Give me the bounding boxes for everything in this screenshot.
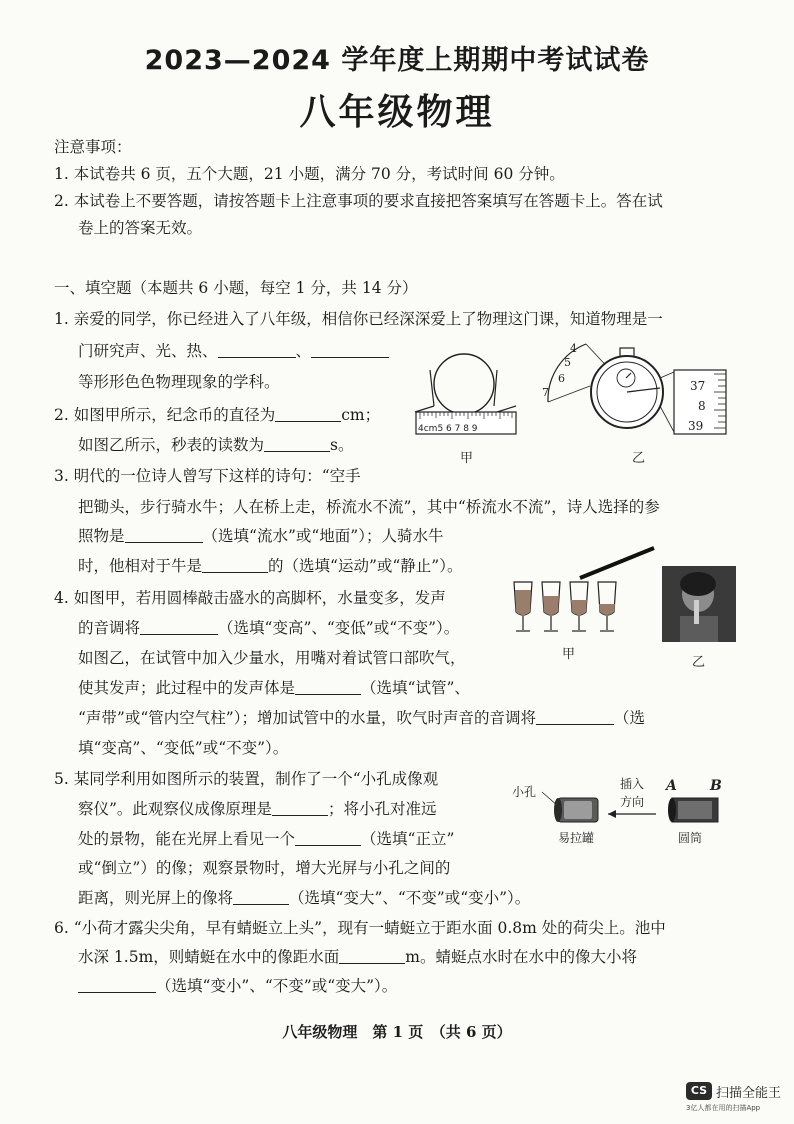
ruler-coin-figure <box>412 350 520 466</box>
blowing-photo-figure <box>662 566 742 674</box>
q4-blank-2 <box>295 678 361 695</box>
camscanner-tagline: 3亿人都在用的扫描App <box>686 1104 761 1112</box>
notes-heading: 注意事项： <box>54 138 132 156</box>
pinhole-label: 小孔 <box>512 785 537 799</box>
q6-line1: 6. “小荷才露尖尖角，早有蜻蜓立上头”，现有一蜻蜓立于距水面 0.8m 处的荷尖上。池中 <box>54 919 666 937</box>
q3-text-a: 照物是 <box>78 527 125 545</box>
q3-text-c: 时，他相对于牛是 <box>78 557 203 575</box>
stopwatch-figure <box>528 336 734 470</box>
q6-line2 <box>78 946 637 968</box>
q1-blank-1 <box>218 341 296 358</box>
q5-line4: 或“倒立”）的像；观察景物时，增大光屏与小孔之间的 <box>78 859 451 877</box>
q3-line4 <box>78 555 462 577</box>
q2-blank-1 <box>275 405 341 422</box>
insert-label: 插入 <box>620 777 645 791</box>
q1-text-a: 门研究声、光、热、 <box>78 342 218 360</box>
q6-line3 <box>78 975 397 997</box>
can-label: 易拉罐 <box>558 831 595 845</box>
q4-text-c: 使其发声；此过程中的发声体是 <box>78 679 296 697</box>
q5-text-e: 距离，则光屏上的像将 <box>78 889 234 907</box>
q4-text-a: 的音调将 <box>78 619 141 637</box>
q4-text-d: （选填“试管”、 <box>361 679 470 697</box>
q6-text-c: （选填“变小”、“不变”或“变大”）。 <box>156 977 398 995</box>
dial-number-6: 6 <box>558 372 565 385</box>
q5-blank-1 <box>272 799 328 816</box>
q2-text-a: 2. 如图甲所示，纪念币的直径为 <box>54 406 276 424</box>
q5-line1: 5. 某同学利用如图所示的装置，制作了一个“小孔成像观 <box>54 770 439 788</box>
note-item-2-cont: 卷上的答案无效。 <box>78 219 203 237</box>
camscanner-logo-icon: CS <box>686 1082 712 1100</box>
photo-figure-label: 乙 <box>692 655 706 670</box>
goblets-figure-label: 甲 <box>562 647 576 662</box>
q4-line1: 4. 如图甲，若用圆棒敲击盛水的高脚杯，水量变多，发声 <box>54 589 446 607</box>
q5-text-a: 察仪”。此观察仪成像原理是 <box>78 800 272 818</box>
q5-text-c: 处的景物，能在光屏上看见一个 <box>78 830 296 848</box>
q4-text-e: “声带”或“管内空气柱”）；增加试管中的水量，吹气时声音的音调将 <box>78 709 536 727</box>
q3-line3 <box>78 525 443 547</box>
note-item-1: 1. 本试卷共 6 页，五个大题，21 小题，满分 70 分，考试时间 60 分钟。 <box>54 165 565 183</box>
q3-text-d: 的（选填“运动”或“静止”）。 <box>268 557 463 575</box>
dial-number-4: 4 <box>570 342 577 355</box>
q5-blank-2 <box>295 829 361 846</box>
q1-line1: 1. 亲爱的同学，你已经进入了八年级，相信你已经深深爱上了物理这门课，知道物理是一 <box>54 310 663 328</box>
q4-text-b: （选填“变高”、“变低”或“不变”）。 <box>218 619 460 637</box>
q4-text-f: （选 <box>613 709 645 727</box>
q3-line2: 把锄头，步行骑水牛；人在桥上走，桥流水不流”，其中“桥流水不流”，诗人选择的参 <box>78 498 660 516</box>
q4-line4 <box>78 677 470 699</box>
q3-blank-2 <box>202 556 268 573</box>
q5-blank-3 <box>233 888 289 905</box>
point-a-label: A <box>666 778 677 794</box>
ruler-tick-labels: 4cm5 6 7 8 9 <box>418 424 478 434</box>
q6-blank-1 <box>339 947 405 964</box>
q2-text-b: cm； <box>341 406 381 424</box>
pinhole-camera-figure <box>508 772 738 848</box>
goblets-figure <box>506 542 658 668</box>
q5-line2 <box>78 798 436 820</box>
direction-label: 方向 <box>620 795 645 809</box>
q1-line2 <box>78 340 389 362</box>
q6-blank-2 <box>78 976 156 993</box>
q3-line1: 3. 明代的一位诗人曾写下这样的诗句：“空手 <box>54 467 361 485</box>
q3-blank-1 <box>125 526 203 543</box>
q6-text-b: m。蜻蜓点水时在水中的像大小将 <box>405 948 637 966</box>
stopwatch-figure-label: 乙 <box>632 451 646 466</box>
sec-number-37: 37 <box>690 379 706 393</box>
sec-number-38: 8 <box>698 399 706 413</box>
q5-line3 <box>78 828 454 850</box>
q2-blank-2 <box>264 435 330 452</box>
camscanner-name: 扫描全能王 <box>716 1086 782 1101</box>
subject-title: 八年级物理 <box>299 92 495 133</box>
exam-title: 2023—2024 学年度上期期中考试试卷 <box>144 45 650 76</box>
page-footer: 八年级物理 第 1 页 （共 6 页） <box>282 1023 512 1041</box>
tube-label: 圆筒 <box>678 831 703 845</box>
q5-line5 <box>78 887 530 909</box>
q4-line6: 填“变高”、“变低”或“不变”）。 <box>78 739 289 757</box>
q4-line3: 如图乙，在试管中加入少量水，用嘴对着试管口部吹气， <box>78 649 466 667</box>
note-item-2: 2. 本试卷上不要答题，请按答题卡上注意事项的要求直接把答案填写在答题卡上。答在试 <box>54 192 663 210</box>
sec-number-39: 39 <box>688 419 704 433</box>
q4-line5 <box>78 707 645 729</box>
q5-text-b: ；将小孔对准远 <box>327 800 437 818</box>
q4-blank-3 <box>536 708 614 725</box>
q2-text-c: 如图乙所示，秒表的读数为 <box>78 436 265 454</box>
q2-line1 <box>54 404 380 426</box>
q3-text-b: （选填“流水”或“地面”）；人骑水牛 <box>202 527 444 545</box>
dial-number-5: 5 <box>564 356 571 369</box>
q1-text-b: 、 <box>295 342 312 360</box>
dial-number-7: 7 <box>542 386 549 399</box>
point-b-label: B <box>710 778 722 794</box>
q6-text-a: 水深 1.5m，则蜻蜓在水中的像距水面 <box>78 948 340 966</box>
q4-blank-1 <box>140 618 218 635</box>
q2-text-d: s。 <box>330 436 354 454</box>
q2-line2 <box>78 434 353 456</box>
q5-text-f: （选填“变大”、“不变”或“变小”）。 <box>289 889 531 907</box>
ruler-figure-label: 甲 <box>460 451 474 466</box>
q1-line3: 等形形色色物理现象的学科。 <box>78 373 280 391</box>
section1-heading: 一、填空题（本题共 6 小题，每空 1 分，共 14 分） <box>54 279 418 297</box>
q4-line2 <box>78 617 459 639</box>
q5-text-d: （选填“正立” <box>361 830 455 848</box>
q1-blank-2 <box>311 341 389 358</box>
